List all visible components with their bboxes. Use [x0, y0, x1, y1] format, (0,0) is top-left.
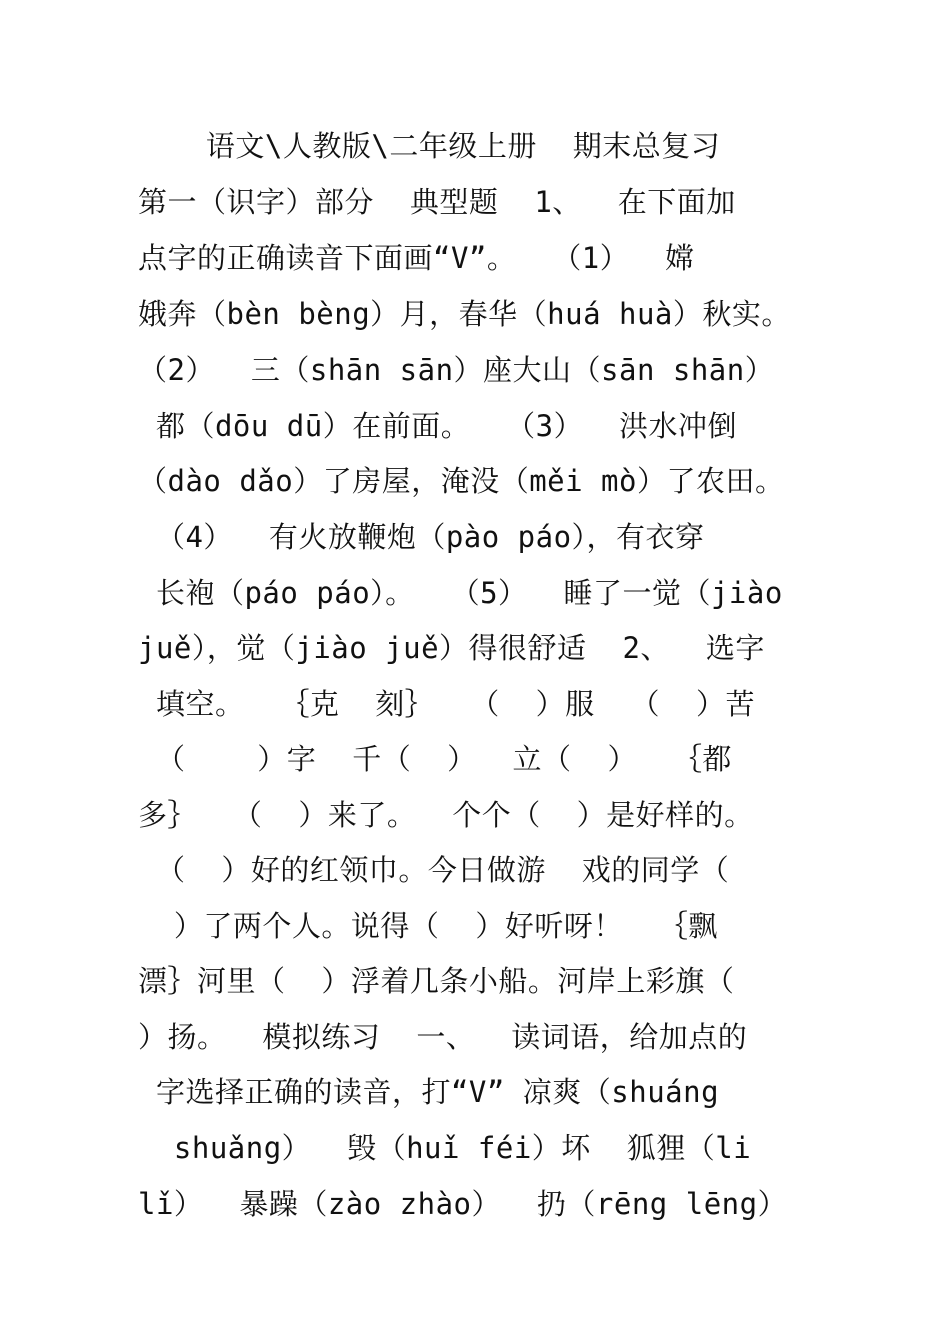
text-line: （4） 有火放鞭炮（pào páo），有衣穿 — [138, 520, 705, 554]
text-line: 漂｝河里（ ）浮着几条小船。河岸上彩旗（ — [138, 964, 735, 998]
text-line: （ ）好的红领巾。今日做游 戏的同学（ — [138, 853, 730, 887]
text-line: ）了两个人。说得（ ）好听呀！ ｛飘 — [138, 909, 718, 943]
text-line: （dào dǎo）了房屋，淹没（měi mò）了农田。 — [138, 464, 785, 498]
text-line: 多｝ （ ）来了。 个个（ ）是好样的。 — [138, 798, 754, 832]
text-line: shuǎng） 毁（huǐ féi）坏 狐狸（li — [138, 1131, 752, 1165]
text-line: juě），觉（jiào juě）得很舒适 2、 选字 — [138, 631, 765, 665]
text-line: 语文\人教版\二年级上册 期末总复习 — [170, 129, 721, 163]
text-line: （2） 三（shān sān）座大山（sān shān） — [138, 353, 775, 387]
text-line: 长袍（páo páo）。 （5） 睡了一觉（jiào — [138, 576, 783, 610]
text-line: （ ）字 千（ ） 立（ ） ｛都 — [138, 742, 732, 776]
text-line: 娥奔（bèn bèng）月，春华（huá huà）秋实。 — [138, 297, 791, 331]
text-line: 都（dōu dū）在前面。 （3） 洪水冲倒 — [138, 409, 738, 443]
text-line: 第一（识字）部分 典型题 1、 在下面加 — [138, 185, 736, 219]
text-line: 点字的正确读音下面画“V”。 （1） 嫦 — [138, 241, 695, 275]
text-line: ）扬。 模拟练习 一、 读词语，给加点的 — [138, 1020, 748, 1054]
text-line: lǐ） 暴躁（zào zhào） 扔（rēng lēng） — [138, 1187, 788, 1221]
text-line: 字选择正确的读音，打“V” 凉爽（shuáng — [138, 1075, 720, 1109]
text-line: 填空。 ｛克 刻｝ （ ）服 （ ）苦 — [138, 687, 755, 721]
